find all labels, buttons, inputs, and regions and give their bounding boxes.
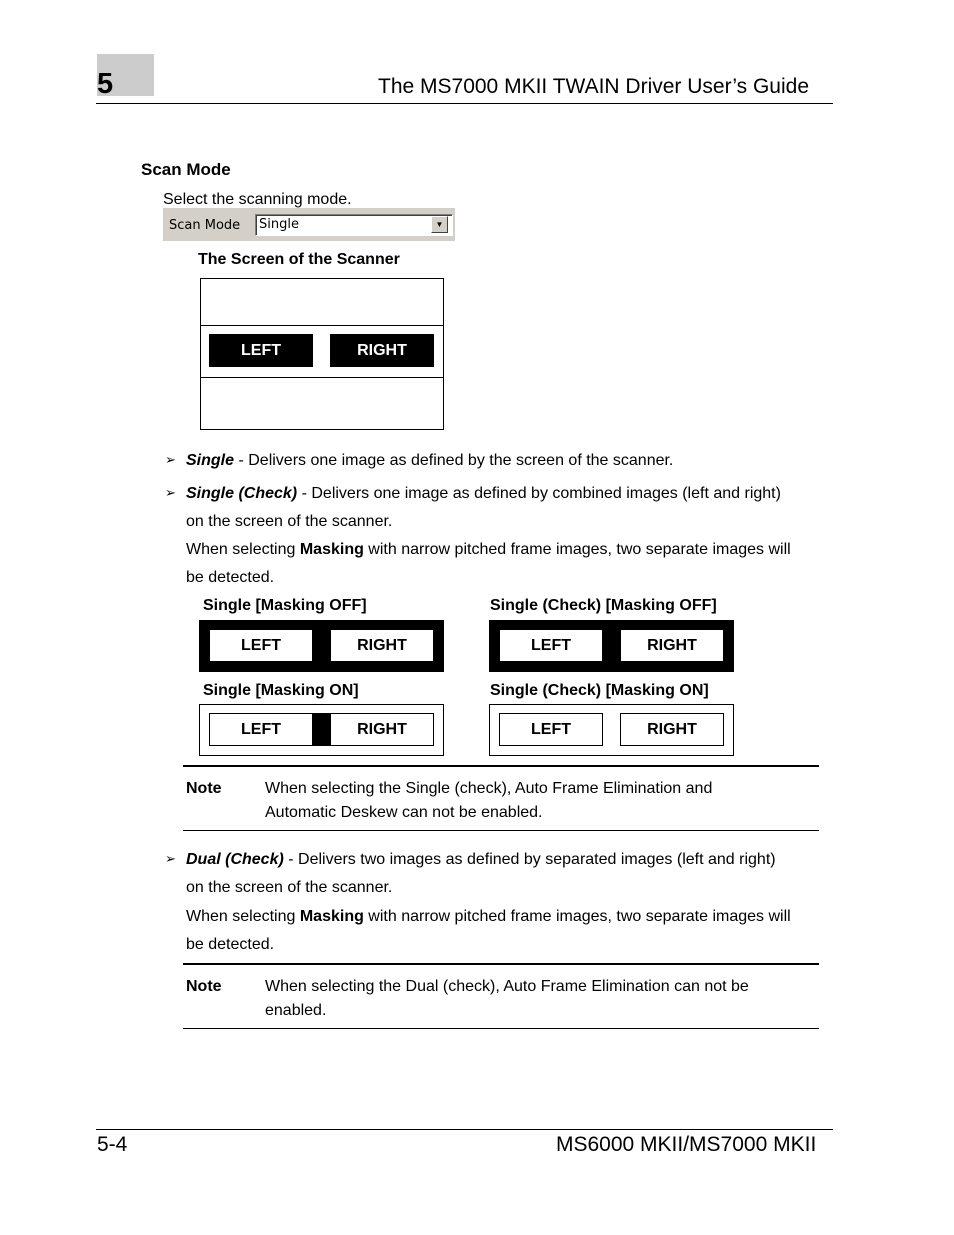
bullet-single-text: - Delivers one image as defined by the screen of the scanner.	[234, 452, 674, 469]
masking-pre: When selecting	[186, 541, 300, 558]
masking-post: with narrow pitched frame images, two separate images will	[363, 541, 791, 558]
note-text-line2: Automatic Deskew can not be enabled.	[265, 804, 543, 821]
note-label: Note	[186, 780, 222, 797]
section-title: Scan Mode	[141, 160, 231, 179]
chapter-number: 5	[97, 68, 114, 100]
masking-pre: When selecting	[186, 908, 300, 925]
screen-divider-bottom	[201, 377, 443, 378]
diagram-left-button: LEFT	[209, 713, 313, 746]
bullet-arrow-icon: ➢	[165, 485, 176, 500]
dual-check-masking-text	[186, 907, 791, 927]
screen-right-button: RIGHT	[330, 334, 434, 367]
footer-divider	[96, 1129, 833, 1130]
note-label: Note	[186, 978, 222, 995]
diagram-label-check-off: Single (Check) [Masking OFF]	[490, 597, 717, 614]
dual-check-masking-line2: be detected.	[186, 936, 275, 953]
diagram-right-button: RIGHT	[330, 629, 434, 662]
chevron-down-icon[interactable]: ▼	[431, 216, 448, 233]
bullet-dual-check-text: - Delivers two images as defined by separated images (left and right)	[283, 851, 776, 868]
header-title: The MS7000 MKII TWAIN Driver User’s Guide	[378, 75, 810, 98]
scan-mode-value: Single	[259, 217, 299, 232]
note-rule-top	[183, 963, 819, 965]
single-check-masking-text	[186, 540, 791, 560]
diagram-right-button: RIGHT	[620, 629, 724, 662]
diagram-left-button: LEFT	[499, 629, 603, 662]
bullet-single-check	[186, 484, 781, 504]
footer-product: MS6000 MKII/MS7000 MKII	[556, 1133, 817, 1156]
header-divider	[96, 103, 833, 104]
diagram-left-button: LEFT	[499, 713, 603, 746]
scan-mode-label: Scan Mode	[169, 218, 241, 233]
note-rule-bottom	[183, 1028, 819, 1029]
bullet-dual-check	[186, 850, 776, 870]
note-rule-bottom	[183, 830, 819, 831]
diagram-label-single-off: Single [Masking OFF]	[203, 597, 367, 614]
masking-word: Masking	[299, 541, 364, 558]
diagram-left-button: LEFT	[209, 629, 313, 662]
note-text-line2: enabled.	[265, 1002, 327, 1019]
section-intro: Select the scanning mode.	[163, 191, 352, 208]
diagram-right-button: RIGHT	[330, 713, 434, 746]
screen-divider-top	[201, 325, 443, 326]
screen-left-button: LEFT	[209, 334, 313, 367]
note-rule-top	[183, 765, 819, 767]
bullet-single-check-line2: on the screen of the scanner.	[186, 513, 393, 530]
diagram-label-single-on: Single [Masking ON]	[203, 682, 359, 699]
bullet-single	[186, 451, 673, 471]
diagram-frame-gap	[312, 713, 331, 746]
bullet-single-check-text: - Delivers one image as defined by combined images (left and right)	[297, 485, 781, 502]
single-check-masking-line2: be detected.	[186, 569, 275, 586]
bullet-single-term: Single	[186, 452, 235, 469]
masking-post: with narrow pitched frame images, two separate images will	[363, 908, 791, 925]
bullet-arrow-icon: ➢	[165, 452, 176, 467]
diagram-label-check-on: Single (Check) [Masking ON]	[490, 682, 709, 699]
screen-diagram-title: The Screen of the Scanner	[198, 251, 400, 268]
bullet-arrow-icon: ➢	[165, 851, 176, 866]
page-number: 5-4	[97, 1133, 128, 1156]
note-text-line1: When selecting the Single (check), Auto Frame Elimination and	[265, 780, 713, 797]
bullet-dual-check-line2: on the screen of the scanner.	[186, 879, 393, 896]
masking-word: Masking	[299, 908, 364, 925]
bullet-single-check-term: Single (Check)	[186, 485, 298, 502]
note-text-line1: When selecting the Dual (check), Auto Frame Elimination can not be	[265, 978, 749, 995]
bullet-dual-check-term: Dual (Check)	[186, 851, 284, 868]
diagram-right-button: RIGHT	[620, 713, 724, 746]
